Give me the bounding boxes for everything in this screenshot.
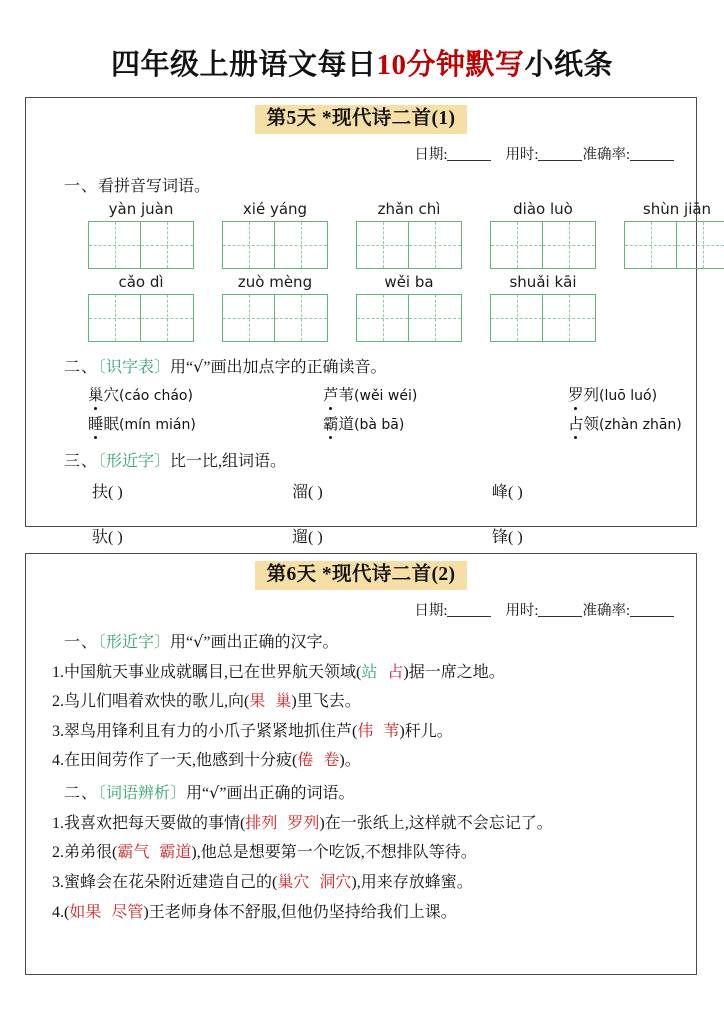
choice-sentence <box>26 844 696 862</box>
sentence-text-before: 翠鸟用锋利且有力的小爪子紧紧地抓住芦( <box>64 722 358 740</box>
choice-sentence <box>26 874 696 892</box>
tianzige-boxes <box>490 221 596 269</box>
tianzige-cell[interactable] <box>275 221 328 269</box>
pinyin-word-group <box>490 200 596 269</box>
sentence-text-before: 我喜欢把每天要做的事情( <box>64 814 246 832</box>
choice-option-1[interactable]: 果 <box>249 693 266 711</box>
day6-section2-items <box>26 815 696 921</box>
day6-section1-items <box>26 664 696 770</box>
sentence-text-after: )。 <box>339 752 361 770</box>
pinyin-word-group <box>88 273 194 342</box>
choice-option-2[interactable]: 占 <box>387 663 404 681</box>
pinyin-options[interactable]: (luō luó) <box>599 387 658 404</box>
sentence-index: 4. <box>52 903 64 921</box>
choice-option-2[interactable]: 尽管 <box>111 903 144 921</box>
tianzige-cell[interactable] <box>88 221 141 269</box>
pinyin-label: zhǎn chì <box>377 199 441 218</box>
page-title-suffix: 小纸条 <box>524 49 614 81</box>
choice-sentence <box>26 664 696 682</box>
pronunciation-choice-item[interactable] <box>568 412 696 434</box>
choice-option-1[interactable]: 霸气 <box>117 844 150 862</box>
tianzige-cell[interactable] <box>141 221 194 269</box>
pinyin-label: diào luò <box>513 199 573 218</box>
day6-section2-heading <box>26 780 696 803</box>
tianzige-cell[interactable] <box>222 294 275 342</box>
check-mark-icon: √ <box>193 631 204 651</box>
day5-date-label: 日期: <box>414 146 448 163</box>
pinyin-word-group <box>356 273 462 342</box>
day5-section2-tag: 〔识字表〕 <box>98 358 171 376</box>
page-title <box>0 42 724 83</box>
dotted-character: 睡 <box>88 412 104 434</box>
pinyin-options[interactable]: (mín mián) <box>119 416 196 433</box>
tianzige-boxes <box>356 294 462 342</box>
day6-section1-num: 一、 <box>64 633 99 651</box>
choice-option-1[interactable]: 巢穴 <box>277 874 310 892</box>
choice-option-2[interactable]: 洞穴 <box>319 874 352 892</box>
day5-section2-text-before: 用“ <box>170 358 194 376</box>
day5-section1-num: 一、 <box>64 177 99 195</box>
choice-sentence <box>26 693 696 711</box>
page-title-accent: 10分钟默写 <box>376 49 525 81</box>
choice-option-2[interactable]: 卷 <box>323 752 340 770</box>
sentence-index: 1. <box>52 663 64 681</box>
day5-card-title: 第5天 *现代诗二首(1) <box>255 105 468 134</box>
day6-card-title: 第6天 *现代诗二首(2) <box>255 561 468 590</box>
tianzige-cell[interactable] <box>677 221 724 269</box>
day6-time-blank[interactable] <box>538 603 582 617</box>
day5-title-wrap <box>26 105 696 134</box>
word-remainder: 眠 <box>103 415 120 433</box>
word-remainder: 穴 <box>103 386 120 404</box>
day5-pronunciation-choices <box>26 383 696 434</box>
tianzige-boxes <box>222 221 328 269</box>
sentence-text-before: 中国航天事业成就瞩目,已在世界航天领域( <box>64 663 362 681</box>
choice-option-1[interactable]: 排列 <box>245 814 278 832</box>
sentence-text-before: ( <box>64 903 70 921</box>
word-building-item[interactable]: 扶( ) <box>92 483 123 501</box>
day5-pinyin-grid-area <box>26 199 712 342</box>
day6-accuracy-label: 准确率: <box>582 602 630 619</box>
day5-accuracy-label: 准确率: <box>582 146 630 163</box>
day6-date-label: 日期: <box>414 602 448 619</box>
day6-section1-heading <box>26 629 696 652</box>
word-remainder: 领 <box>583 415 600 433</box>
pinyin-options[interactable]: (cáo cháo) <box>119 387 193 404</box>
check-mark-icon: √ <box>209 782 220 802</box>
sentence-text-after: )秆儿。 <box>399 722 453 740</box>
tianzige-cell[interactable] <box>543 294 596 342</box>
word-building-item[interactable]: 溜( ) <box>292 483 323 501</box>
day5-section1-text: 看拼音写词语。 <box>98 177 211 195</box>
sentence-index: 4. <box>52 752 64 770</box>
pinyin-label: wěi ba <box>384 272 434 291</box>
sentence-text-before: 在田间劳作了一天,他感到十分疲( <box>64 752 298 770</box>
tianzige-cell[interactable] <box>356 294 409 342</box>
sentence-text-after: )王老师身体不舒服,但他仍坚持给我们上课。 <box>143 903 457 921</box>
word-remainder: 列 <box>583 386 600 404</box>
tianzige-boxes <box>222 294 328 342</box>
day5-meta-row <box>26 143 696 164</box>
day5-section2-num: 二、 <box>64 358 99 376</box>
pinyin-options[interactable]: (bà bā) <box>354 416 405 433</box>
tianzige-cell[interactable] <box>222 221 275 269</box>
tianzige-cell[interactable] <box>409 221 462 269</box>
sentence-index: 3. <box>52 722 64 740</box>
worksheet-card-day6 <box>25 553 697 975</box>
sentence-text-after: )在一张纸上,这样就不会忘记了。 <box>319 814 553 832</box>
dotted-character: 巢 <box>88 383 104 405</box>
day5-section3-heading <box>26 448 696 471</box>
day5-date-blank[interactable] <box>447 147 491 161</box>
word-remainder: 苇 <box>338 386 355 404</box>
dotted-character: 霸 <box>323 412 339 434</box>
tianzige-cell[interactable] <box>490 294 543 342</box>
day5-section2-text-after: ”画出加点字的正确读音。 <box>203 358 387 376</box>
choice-option-1[interactable]: 伟 <box>357 722 374 740</box>
pinyin-label: yàn juàn <box>108 199 174 218</box>
pinyin-word-group <box>222 200 328 269</box>
word-remainder: 道 <box>338 415 355 433</box>
pronunciation-choice-item[interactable] <box>568 383 696 405</box>
sentence-text-after: ),他总是想要第一个吃饭,不想排队等待。 <box>191 844 477 862</box>
sentence-text-before: 弟弟很( <box>64 844 118 862</box>
tianzige-cell[interactable] <box>490 221 543 269</box>
word-building-item[interactable]: 峰( ) <box>492 483 523 501</box>
day6-section2-text-before: 用“ <box>186 784 210 802</box>
sentence-index: 1. <box>52 814 64 832</box>
day5-accuracy-blank[interactable] <box>630 147 674 161</box>
pinyin-row <box>26 273 696 342</box>
day6-section2-tag: 〔词语辨析〕 <box>98 784 187 802</box>
day6-section1-text-before: 用“ <box>170 633 194 651</box>
pinyin-row <box>26 199 712 269</box>
pinyin-word-group <box>490 273 596 342</box>
day6-section1-tag: 〔形近字〕 <box>98 633 171 651</box>
sentence-text-after: )里飞去。 <box>291 693 361 711</box>
tianzige-cell[interactable] <box>141 294 194 342</box>
day5-time-blank[interactable] <box>538 147 582 161</box>
day5-section1-heading <box>26 173 696 196</box>
sentence-text-before: 蜜蜂会在花朵附近建造自己的( <box>64 874 278 892</box>
tianzige-boxes <box>88 221 194 269</box>
check-mark-icon: √ <box>193 356 204 376</box>
day6-section2-text-after: ”画出正确的词语。 <box>219 784 355 802</box>
choice-option-1[interactable]: 如果 <box>69 903 102 921</box>
day6-meta-row <box>26 599 696 620</box>
tianzige-cell[interactable] <box>275 294 328 342</box>
tianzige-cell[interactable] <box>543 221 596 269</box>
dotted-character: 芦 <box>323 383 339 405</box>
choice-option-1[interactable]: 倦 <box>297 752 314 770</box>
choice-sentence <box>26 752 696 770</box>
day5-word-building-items <box>26 479 696 547</box>
sentence-index: 2. <box>52 844 64 862</box>
pinyin-word-group <box>624 200 724 269</box>
pronunciation-choice-item[interactable] <box>88 412 323 434</box>
pinyin-word-group <box>222 273 328 342</box>
pinyin-word-group <box>88 200 194 269</box>
tianzige-boxes <box>490 294 596 342</box>
choice-sentence <box>26 723 696 741</box>
dotted-character: 占 <box>568 412 584 434</box>
choice-option-1[interactable]: 站 <box>361 663 378 681</box>
tianzige-boxes <box>624 221 724 269</box>
tianzige-cell[interactable] <box>624 221 677 269</box>
pronunciation-choice-item[interactable] <box>323 383 568 405</box>
sentence-text-before: 鸟儿们唱着欢快的歌儿,向( <box>64 693 250 711</box>
pinyin-label: zuò mèng <box>237 272 313 291</box>
choice-sentence <box>26 815 696 833</box>
word-building-item[interactable]: 驮( ) <box>92 528 123 546</box>
day5-section2-heading <box>26 354 696 377</box>
pinyin-label: xié yáng <box>242 199 308 218</box>
choice-option-2[interactable]: 苇 <box>383 722 400 740</box>
pinyin-options[interactable]: (wěi wéi) <box>354 387 418 404</box>
tianzige-boxes <box>356 221 462 269</box>
tianzige-boxes <box>88 294 194 342</box>
tianzige-cell[interactable] <box>356 221 409 269</box>
tianzige-cell[interactable] <box>88 294 141 342</box>
day5-section3-text: 比一比,组词语。 <box>170 452 287 470</box>
page-title-prefix: 四年级上册语文每日 <box>110 49 377 81</box>
word-building-item[interactable]: 遛( ) <box>292 528 323 546</box>
choice-option-2[interactable]: 霸道 <box>159 844 192 862</box>
day5-section3-num: 三、 <box>64 452 99 470</box>
pinyin-word-group <box>356 200 462 269</box>
day5-section3-tag: 〔形近字〕 <box>98 452 171 470</box>
worksheet-card-day5 <box>25 97 712 546</box>
pronunciation-choice-item[interactable] <box>88 383 323 405</box>
day6-accuracy-blank[interactable] <box>630 603 674 617</box>
sentence-text-after: ),用来存放蜂蜜。 <box>351 874 473 892</box>
choice-option-2[interactable]: 巢 <box>275 693 292 711</box>
day6-time-label: 用时: <box>505 602 539 619</box>
tianzige-cell[interactable] <box>409 294 462 342</box>
choice-sentence <box>26 904 696 922</box>
pinyin-label: shuǎi kāi <box>509 272 577 291</box>
word-building-item[interactable]: 锋( ) <box>492 528 523 546</box>
day5-time-label: 用时: <box>505 146 539 163</box>
dotted-character: 罗 <box>568 383 584 405</box>
sentence-index: 2. <box>52 693 64 711</box>
pinyin-options[interactable]: (zhàn zhān) <box>599 416 682 433</box>
sentence-index: 3. <box>52 874 64 892</box>
day6-title-wrap <box>26 561 696 590</box>
day6-date-blank[interactable] <box>447 603 491 617</box>
pinyin-label: cǎo dì <box>118 272 164 291</box>
pronunciation-choice-item[interactable] <box>323 412 568 434</box>
day6-section2-num: 二、 <box>64 784 99 802</box>
pinyin-label: shùn jiān <box>642 199 712 218</box>
sentence-text-after: )据一席之地。 <box>403 663 505 681</box>
choice-option-2[interactable]: 罗列 <box>287 814 320 832</box>
day6-section1-text-after: ”画出正确的汉字。 <box>203 633 339 651</box>
